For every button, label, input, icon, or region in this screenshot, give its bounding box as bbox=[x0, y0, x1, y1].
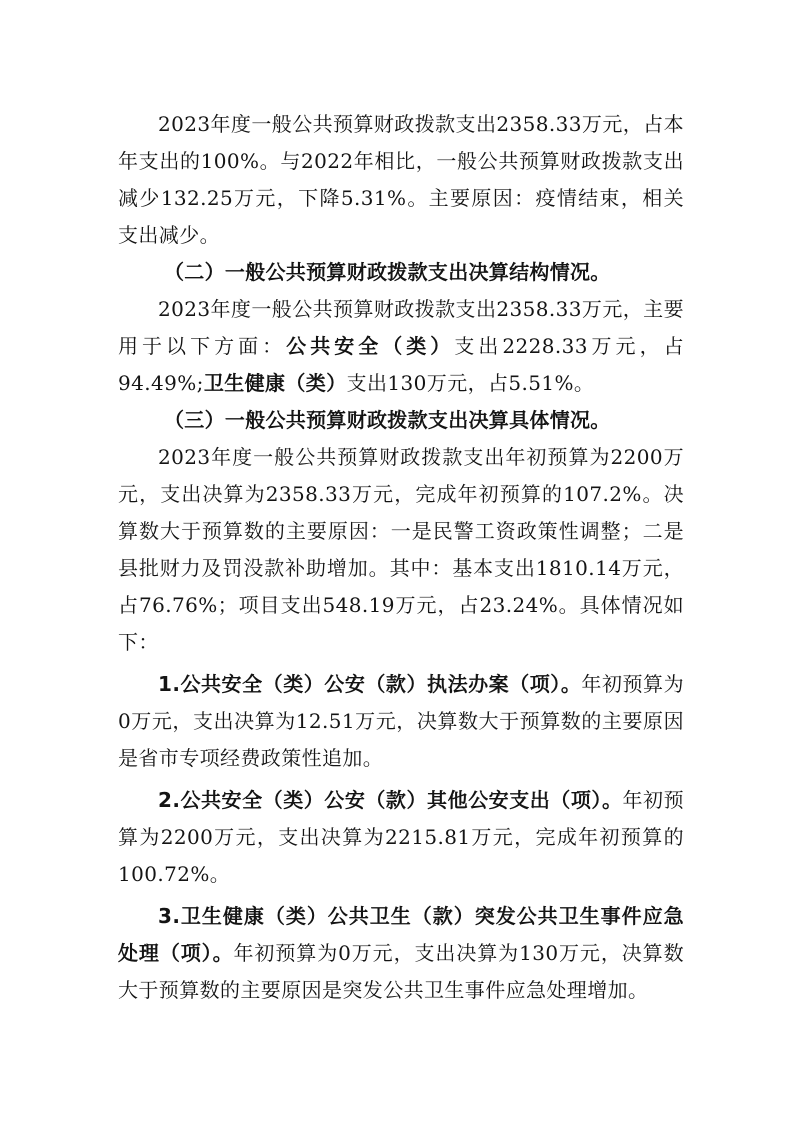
section-heading-details bbox=[118, 402, 684, 439]
paragraph-text: 2023年度一般公共预算财政拨款支出年初预算为2200万元，支出决算为2358.33万元，完成年初预算的107.2%。决算数大于预算数的主要原因：一是民警工资政策性调整；二是县批财力及罚没款补助增加。其中：基本支出1810.14万元，占76.76%；项目支出548.19万元，占23.24%。具体情况如下： bbox=[118, 445, 684, 654]
paragraph-text: 支出2228.33万元，占94.49%; bbox=[118, 334, 684, 395]
list-item-title: 1.公共安全（类）公安（款）执法办案（项）。 bbox=[158, 672, 582, 696]
document-body bbox=[118, 106, 684, 1009]
paragraph-text: 2023年度一般公共预算财政拨款支出2358.33万元，主要用于以下方面： bbox=[118, 297, 684, 358]
list-item-text: 年初预算为0万元，支出决算为130万元，决算数大于预算数的主要原因是突发公共卫生事件应急处理增加。 bbox=[118, 941, 684, 1002]
list-item-title: 2.公共安全（类）公安（款）其他公安支出（项）。 bbox=[158, 788, 623, 812]
list-item-title: 3.卫生健康（类）公共卫生（款）突发公共卫生事件应急处理（项）。 bbox=[118, 904, 684, 965]
paragraph-expenditure-summary bbox=[118, 106, 684, 254]
heading-text: （三）一般公共预算财政拨款支出决算具体情况。 bbox=[164, 408, 611, 432]
heading-text: （二）一般公共预算财政拨款支出决算结构情况。 bbox=[164, 260, 611, 284]
category-health: 卫生健康（类） bbox=[203, 371, 347, 395]
paragraph-expenditure-details bbox=[118, 439, 684, 661]
list-item-text: 年初预算为2200万元，支出决算为2215.81万元，完成年初预算的100.72%。 bbox=[118, 788, 684, 886]
section-heading-structure bbox=[118, 254, 684, 291]
paragraph-text: 2023年度一般公共预算财政拨款支出2358.33万元，占本年支出的100%。与2022年相比，一般公共预算财政拨款支出减少132.25万元，下降5.31%。主要原因：疫情结束，相关支出减少。 bbox=[118, 112, 684, 247]
list-item-2 bbox=[118, 782, 684, 893]
paragraph-expenditure-structure bbox=[118, 291, 684, 402]
list-item-3 bbox=[118, 898, 684, 1009]
category-public-security: 公共安全（类） bbox=[286, 334, 455, 358]
list-item-text: 年初预算为0万元，支出决算为12.51万元，决算数大于预算数的主要原因是省市专项经费政策性追加。 bbox=[118, 672, 684, 770]
paragraph-text: 支出130万元，占5.51%。 bbox=[346, 371, 595, 395]
list-item-1 bbox=[118, 666, 684, 777]
